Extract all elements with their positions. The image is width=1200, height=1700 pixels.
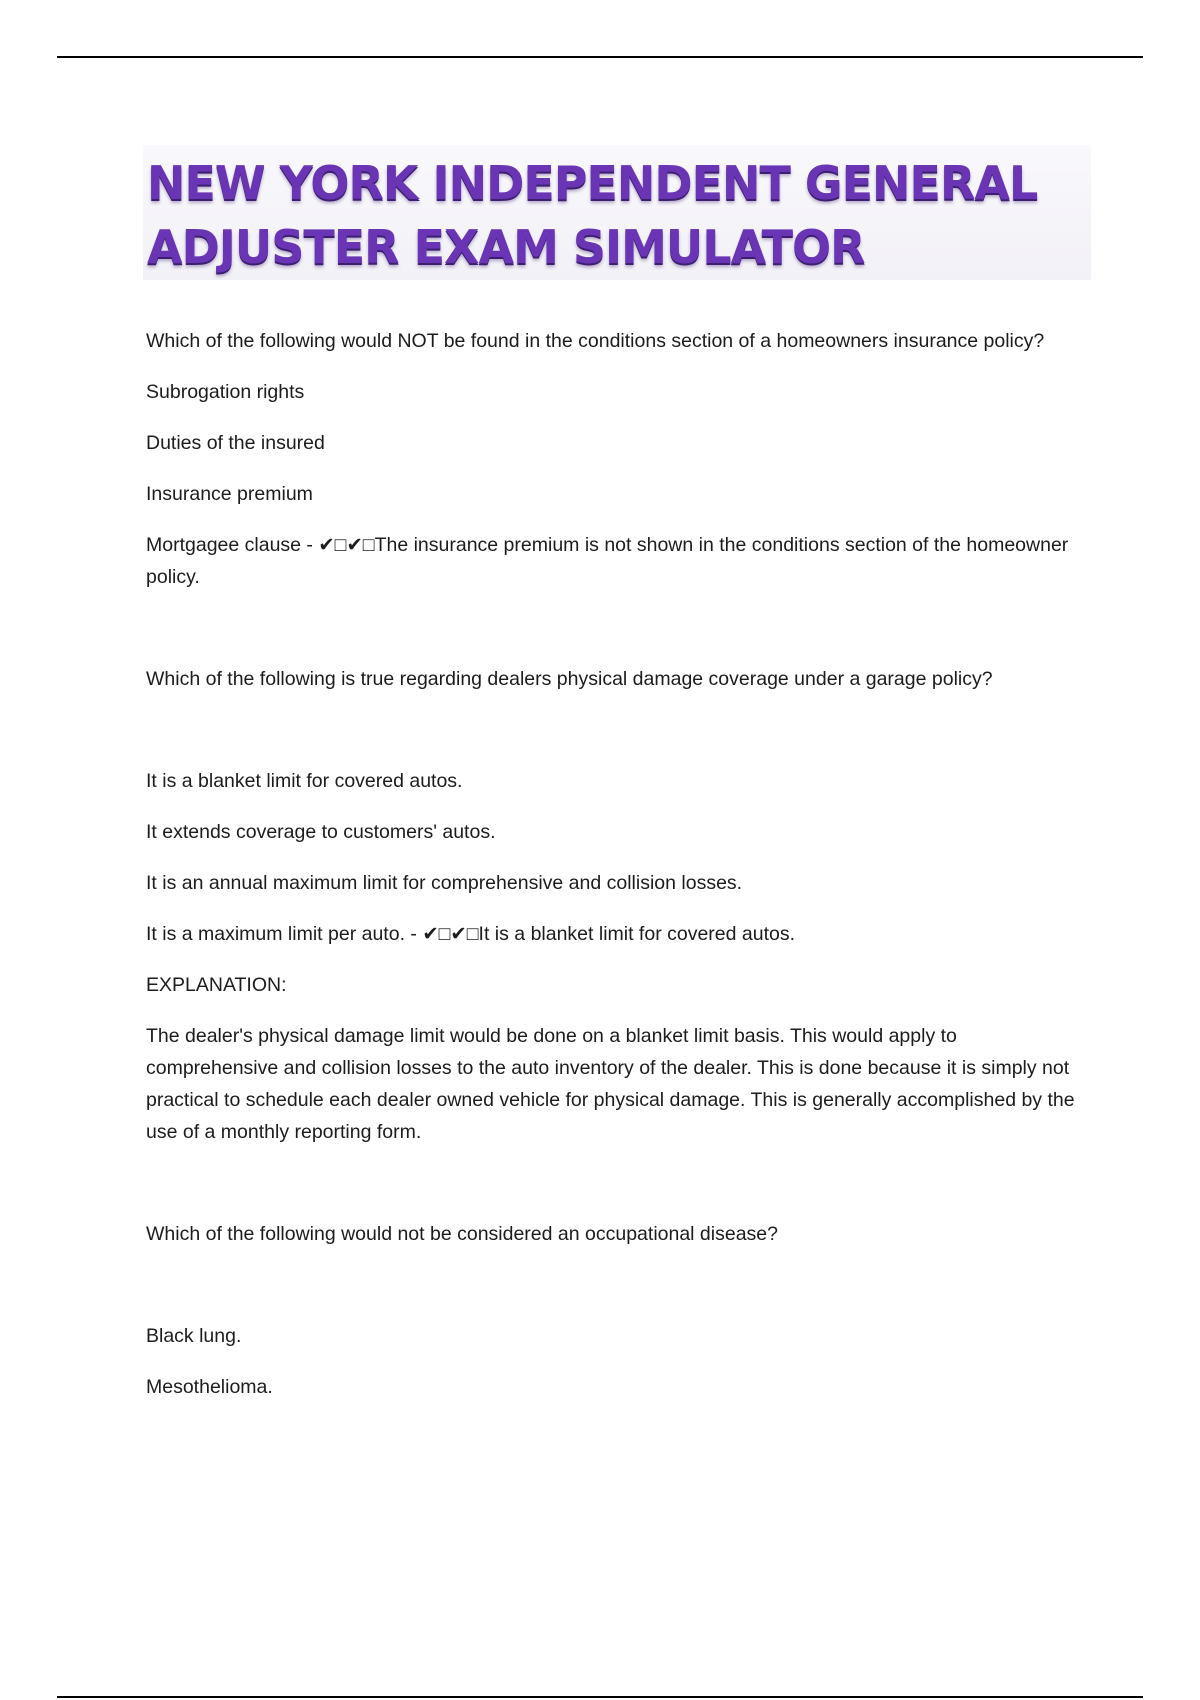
title-line-2: ADJUSTER EXAM SIMULATOR <box>147 220 865 274</box>
q2-option-4-answer: It is a maximum limit per auto. - ✔□✔□It is a blanket limit for covered autos. <box>146 923 796 945</box>
q1-option-3: Insurance premium <box>146 483 313 505</box>
document-title <box>147 151 1091 279</box>
q3-option-1: Black lung. <box>146 1325 242 1347</box>
q3-option-2: Mesothelioma. <box>146 1376 273 1398</box>
header-rule <box>57 56 1143 58</box>
document-body <box>146 325 1086 1422</box>
q1-option-1: Subrogation rights <box>146 381 305 403</box>
question-1: Which of the following would NOT be found in the conditions section of a homeowners insurance policy? <box>146 330 1045 352</box>
q1-option-2: Duties of the insured <box>146 432 325 454</box>
q2-explanation: The dealer's physical damage limit would be done on a blanket limit basis. This would apply to comprehensive and collision losses to the auto inventory of the dealer. This is done because it is simply not practical to schedule each dealer owned vehicle for physical damage. This is generally accomplished by the use of a monthly reporting form. <box>146 1025 1075 1143</box>
q1-option-4-answer: Mortgagee clause - ✔□✔□The insurance premium is not shown in the conditions section of the homeowner policy. <box>146 534 1069 588</box>
q2-explanation-label: EXPLANATION: <box>146 974 287 996</box>
question-3: Which of the following would not be considered an occupational disease? <box>146 1223 778 1245</box>
title-banner <box>143 145 1091 280</box>
footer-rule <box>57 1696 1143 1698</box>
q2-option-3: It is an annual maximum limit for comprehensive and collision losses. <box>146 872 743 894</box>
question-2: Which of the following is true regarding dealers physical damage coverage under a garage policy? <box>146 668 993 690</box>
q2-option-1: It is a blanket limit for covered autos. <box>146 770 463 792</box>
q2-option-2: It extends coverage to customers' autos. <box>146 821 496 843</box>
title-line-1: NEW YORK INDEPENDENT GENERAL <box>147 156 1038 210</box>
